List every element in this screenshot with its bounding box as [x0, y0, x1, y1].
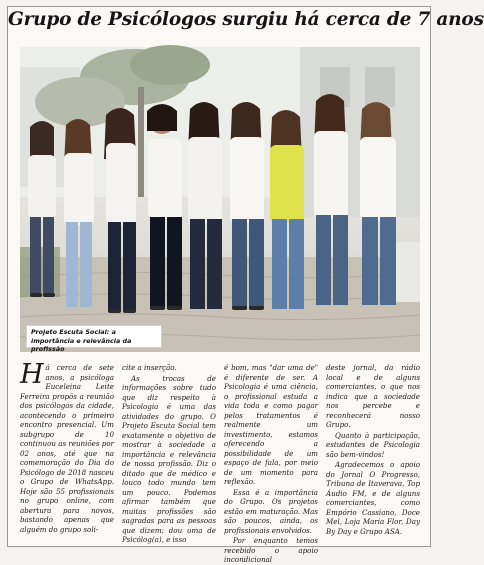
article-column-2 — [122, 363, 216, 543]
group-photo — [20, 47, 420, 352]
article-column-4 — [326, 363, 420, 543]
column-2-paragraph-1: cite a inserção. — [122, 363, 177, 372]
column-3-paragraph-2: Essa é a importância do Grupo. Os projetos estão em maturação. Mas são poucos, ainda, os profissionais envolvidos. — [224, 487, 318, 535]
photo-caption: Projeto Escuta Social: a importância e relevância da profissão — [26, 325, 162, 348]
column-1-text: á cerca de sete anos, a psicóloga Euceleina Leite Ferreira propôs a reunião dos psicólogos da cidade, acontecendo o primeiro encontro presencial. Um subgrupo de 10 continuou as reuniões por 02 anos, até que na comemoração do Dia do Psicólogo de 2018 nasceu o Grupo de WhatsApp. Hoje são 55 profissionais no grupo online, com abertura para novos, bastando apenas que alguém do grupo soli- — [20, 363, 114, 534]
newspaper-page — [7, 6, 484, 564]
article-column-1 — [20, 359, 114, 543]
article-headline: Grupo de Psicólogos surgiu há cerca de 7 anos — [8, 9, 484, 30]
column-4-paragraph-2: Quanto à participação, estudantes de Psicologia são bem-vindos! — [326, 430, 420, 459]
column-2-paragraph-2: As trocas de informações sobre tudo que diz respeito à Psicologia é uma das atividades do grupo. O Projeto Escuta Social tem exatamente o objetivo de mostrar à sociedade a importância e relevância de nossa profissão. Diz o ditado que de médico e louco todo mundo tem um pouco. Podemos afirmar também que muitas profissões são sagradas para as pessoas que dizem: dou uma de Psicólog(a), e isso — [122, 373, 216, 544]
group-photo-illustration — [20, 47, 420, 352]
column-1-paragraph — [20, 359, 114, 534]
column-3-paragraph-1: é bom, mas "dar uma de" é diferente de ser. A Psicologia é uma ciência, o profissional estuda a vida toda e como pagar pelos tratamentos é realmente um investimento, estamos oferecendo a possibilidade de um espaço de fala, por meio de um momento para reflexão. — [224, 363, 318, 486]
column-3-paragraph-3: Por enquanto temos recebido o apoio incondicional — [224, 536, 318, 564]
article-body — [20, 359, 420, 564]
article-column-3 — [224, 363, 318, 564]
drop-cap: H — [20, 359, 44, 390]
column-4-paragraph-1: deste jornal, da rádio local e de alguns comerciantes, o que nos indica que a sociedade nos percebe e reconhecerá nosso Grupo. — [326, 363, 420, 429]
column-4-paragraph-3: Agradecemos o apoio do Jornal O Progresso, Tribuna de Itaverava, Top Áudio FM, e de alguns comerciantes, como Empório Cassiano, Doce Mel, Loja Maria Flor, Day By Day e Grupo ASA. — [326, 460, 420, 536]
